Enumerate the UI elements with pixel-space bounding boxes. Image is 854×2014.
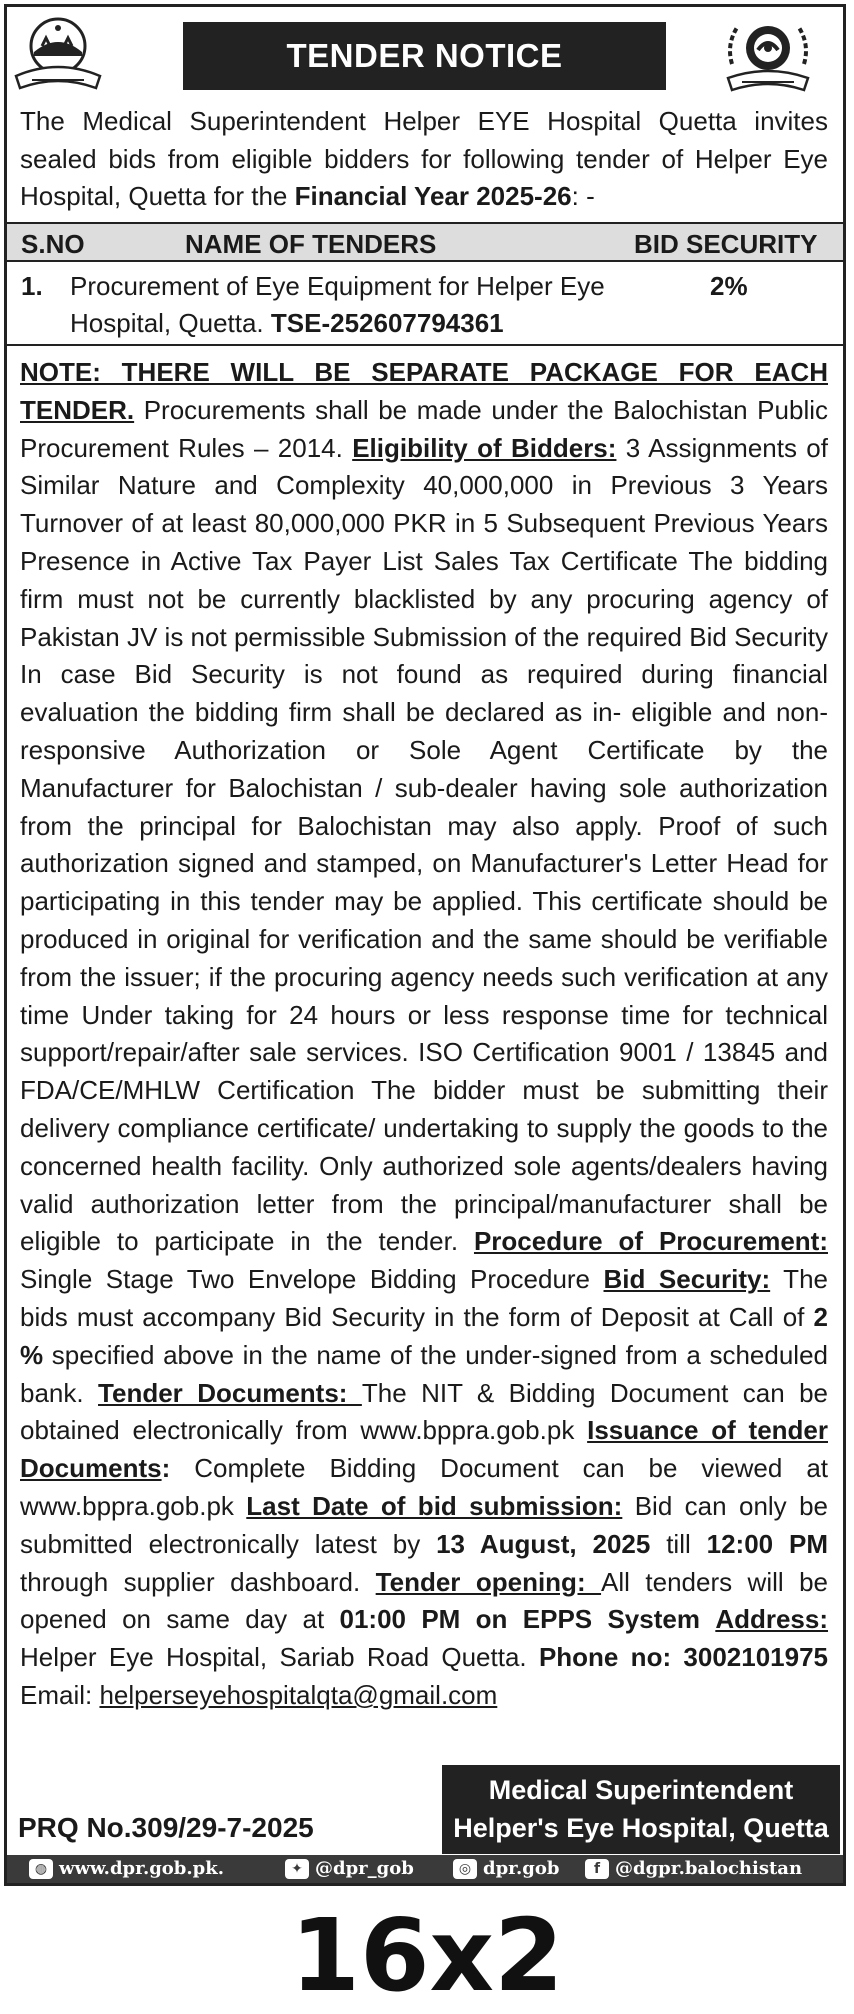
procedure-heading: Procedure of Procurement: bbox=[473, 1226, 828, 1257]
footer-twitter[interactable] bbox=[285, 1858, 414, 1879]
intro-text: The Medical Superintendent Helper EYE Hospital Quetta invites sealed bids from eligible bidders for following tender of Helper Eye Hospital, Quetta for the bbox=[20, 106, 828, 211]
footer-website[interactable] bbox=[29, 1858, 224, 1879]
signature-block bbox=[442, 1765, 840, 1854]
tender-notice-title: TENDER NOTICE bbox=[183, 22, 666, 90]
body-text-8: Bid can only be submitted electronically latest by bbox=[20, 1490, 828, 1559]
footer-website-text: www.dpr.gob.pk. bbox=[59, 1858, 224, 1879]
phone-number: Phone no: 3002101975 bbox=[538, 1642, 829, 1673]
footer-instagram-text: dpr.gob bbox=[483, 1858, 560, 1879]
body-text-2: 3 Assignments of Similar Nature and Complexity 40,000,000 in Previous 3 Years Turnover of at least 80,000,000 PKR in 5 Subsequent Previous Years Presence in Active Tax Payer List Sales Tax Certificate The bidding firm must not be currently blacklisted by any procuring agency of Pakistan JV is not permissible Submission of the required Bid Security In case Bid Security is not found as required during financial evaluation the bidding firm shall be declared as in- eligible and non-responsive Authorization or Sole Agent Certificate by the Manufacturer for Balochistan / sub-dealer having sole authorization from the principal for Balochistan may also apply. Proof of such authorization signed and stamped, on Manufacturer's Letter Head for participating in this tender may be applied. This certificate should be produced in original for verification and the same should be verifiable from the issuer; if the procuring agency needs such verification at any time Under taking for 24 hours or less response time for technical support/repair/after sale services. ISO Certification 9001 / 13845 and FDA/CE/MHLW Certification The bidder must be submitting their delivery compliance certificate/ undertaking to supply the goods to the concerned health facility. Only authorized sole agents/dealers having valid authorization letter from the principal/manufacturer shall be eligible to participate in the tender. bbox=[20, 432, 828, 1257]
signature-title: Medical Superintendent bbox=[488, 1775, 794, 1805]
row-tse-number: TSE-252607794361 bbox=[270, 308, 504, 338]
tender-opening-heading: Tender opening: bbox=[375, 1566, 602, 1597]
tender-documents-heading: Tender Documents: bbox=[98, 1377, 362, 1408]
table-row bbox=[7, 262, 843, 346]
opening-time: 01:00 PM on EPPS System bbox=[339, 1604, 700, 1635]
prq-number: PRQ No.309/29-7-2025 bbox=[18, 1812, 314, 1843]
note-heading: NOTE: THERE WILL BE SEPARATE PACKAGE FOR EACH TENDER. bbox=[20, 357, 828, 425]
footer-facebook[interactable] bbox=[585, 1858, 802, 1879]
twitter-icon: ✦ bbox=[285, 1859, 309, 1879]
footer-facebook-text: @dgpr.balochistan bbox=[615, 1858, 803, 1879]
body-text-7: Complete Bidding Document can be viewed at www.bppra.gob.pk bbox=[20, 1453, 828, 1521]
body-text-13: Helper Eye Hospital, Sariab Road Quetta. bbox=[20, 1642, 539, 1673]
balochistan-emblem-left-logo bbox=[12, 14, 104, 96]
submission-date: 13 August, 2025 bbox=[436, 1528, 651, 1559]
address-heading: Address: bbox=[715, 1604, 829, 1635]
footer-bar bbox=[7, 1855, 843, 1883]
email-link[interactable]: helperseyehospitalqta@gmail.com bbox=[99, 1679, 498, 1710]
intro-paragraph bbox=[20, 103, 828, 216]
body-text-4: The bids must accompany Bid Security in the form of Deposit at Call of bbox=[20, 1264, 828, 1332]
row-bid-security: 2% bbox=[710, 271, 748, 301]
tender-table-header bbox=[7, 222, 843, 262]
hospital-emblem-right-logo bbox=[718, 14, 818, 98]
facebook-icon: f bbox=[585, 1859, 609, 1879]
header-name-of-tenders: NAME OF TENDERS bbox=[185, 229, 437, 259]
row-sno: 1. bbox=[21, 271, 43, 301]
row-tender-name bbox=[70, 268, 630, 342]
issuance-heading: Issuance of tender Documents bbox=[20, 1415, 828, 1484]
financial-year: Financial Year 2025-26 bbox=[294, 181, 572, 211]
body-text-12 bbox=[700, 1604, 715, 1634]
body-text-9: till bbox=[650, 1528, 707, 1559]
footer-twitter-text: @dpr_gob bbox=[315, 1858, 414, 1879]
signature-hospital: Helper's Eye Hospital, Quetta bbox=[453, 1813, 829, 1843]
body-text-5: specified above in the name of the under-signed from a scheduled bank. bbox=[20, 1339, 828, 1408]
body-text-10: through supplier dashboard. bbox=[20, 1566, 376, 1597]
last-date-heading: Last Date of bid submission: bbox=[246, 1490, 623, 1521]
submission-time: 12:00 PM bbox=[706, 1528, 828, 1559]
notice-body bbox=[20, 354, 828, 1715]
globe-icon: ◍ bbox=[29, 1859, 53, 1879]
body-text-1: Procurements shall be made under the Balochistan Public Procurement Rules – 2014. bbox=[20, 394, 828, 463]
ad-size-label: 16x2 bbox=[290, 1897, 564, 2014]
body-text-11: All tenders will be opened on same day at bbox=[20, 1566, 829, 1635]
footer-instagram[interactable] bbox=[453, 1858, 559, 1879]
bid-security-heading: Bid Security: bbox=[603, 1264, 771, 1295]
header-sno: S.NO bbox=[21, 229, 85, 259]
body-text-3: Single Stage Two Envelope Bidding Procedure bbox=[20, 1264, 604, 1295]
intro-tail: : - bbox=[571, 181, 595, 211]
bid-security-percent: 2 % bbox=[20, 1301, 828, 1370]
body-text-14: Email: bbox=[20, 1679, 100, 1710]
issuance-colon: : bbox=[161, 1453, 171, 1484]
row-name-text: Procurement of Eye Equipment for Helper Eye Hospital, Quetta. bbox=[70, 271, 605, 338]
eligibility-heading: Eligibility of Bidders: bbox=[352, 432, 617, 463]
instagram-icon: ◎ bbox=[453, 1859, 477, 1879]
header-bid-security: BID SECURITY bbox=[634, 229, 818, 259]
body-text-6: The NIT & Bidding Document can be obtained electronically from www.bppra.gob.pk bbox=[20, 1377, 828, 1446]
